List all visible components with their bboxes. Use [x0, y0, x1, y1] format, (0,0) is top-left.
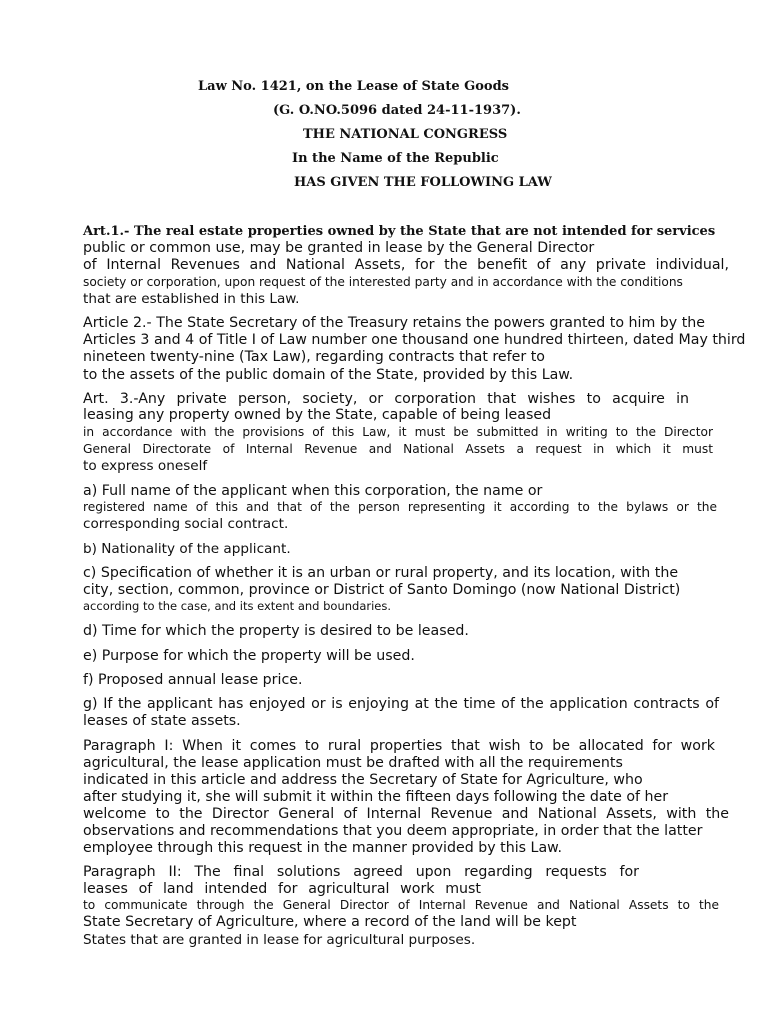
art1-line: society or corporation, upon request of the interested party and in accordance with the conditions: [83, 275, 683, 289]
item-a-line: registered name of this and that of the person representing it according to the bylaws or the: [83, 500, 717, 514]
item-g-line: leases of state assets.: [83, 713, 241, 729]
paragraph-1-line: after studying it, she will submit it within the fifteen days following the date of her: [83, 789, 669, 805]
art3-line: to express oneself: [83, 458, 208, 474]
item-c-line: c) Specification of whether it is an urban or rural property, and its location, with the: [83, 565, 679, 581]
art2-line: Article 2.- The State Secretary of the Treasury retains the powers granted to him by the: [83, 315, 705, 331]
art2-line: to the assets of the public domain of the State, provided by this Law.: [83, 367, 574, 383]
art2-line: nineteen twenty-nine (Tax Law), regarding contracts that refer to: [83, 349, 545, 365]
art1-line: of Internal Revenues and National Assets, for the benefit of any private individual,: [83, 257, 729, 273]
gazette-reference: (G. O.NO.5096 dated 24-11-1937).: [273, 103, 521, 118]
art1-line: public or common use, may be granted in lease by the General Director: [83, 240, 595, 256]
law-title: Law No. 1421, on the Lease of State Goods: [198, 79, 510, 94]
paragraph-1-line: indicated in this article and address the Secretary of State for Agriculture, who: [83, 772, 643, 788]
paragraph-1-line: agricultural, the lease application must be drafted with all the requirements: [83, 755, 623, 771]
art2-line: Articles 3 and 4 of Title I of Law number one thousand one hundred thirteen, dated May third: [83, 332, 746, 348]
item-g-line: g) If the applicant has enjoyed or is enjoying at the time of the application contracts of: [83, 696, 719, 712]
paragraph-2-line: to communicate through the General Director of Internal Revenue and National Assets to the: [83, 898, 719, 912]
art3-line: Art. 3.-Any private person, society, or corporation that wishes to acquire in: [83, 391, 689, 407]
paragraph-2-line: Paragraph II: The final solutions agreed upon regarding requests for: [83, 864, 639, 880]
paragraph-1-line: observations and recommendations that you deem appropriate, in order that the latter: [83, 823, 703, 839]
item-c-line: according to the case, and its extent and boundaries.: [83, 599, 392, 613]
paragraph-2-line: leases of land intended for agricultural work must: [83, 881, 481, 897]
item-e-line: e) Purpose for which the property will be used.: [83, 648, 415, 664]
art1-line: that are established in this Law.: [83, 291, 300, 307]
item-a-line: corresponding social contract.: [83, 516, 289, 532]
congress-heading: THE NATIONAL CONGRESS: [303, 127, 508, 142]
paragraph-1-line: Paragraph I: When it comes to rural properties that wish to be allocated for work: [83, 738, 715, 754]
item-d-line: d) Time for which the property is desired to be leased.: [83, 623, 469, 639]
art3-line: General Directorate of Internal Revenue and National Assets a request in which it must: [83, 442, 713, 456]
paragraph-1-line: welcome to the Director General of Internal Revenue and National Assets, with the: [83, 806, 729, 822]
item-b-line: b) Nationality of the applicant.: [83, 541, 291, 557]
republic-heading: In the Name of the Republic: [292, 151, 499, 166]
item-f-line: f) Proposed annual lease price.: [83, 672, 303, 688]
paragraph-2-line: State Secretary of Agriculture, where a record of the land will be kept: [83, 914, 577, 930]
given-law-heading: HAS GIVEN THE FOLLOWING LAW: [294, 175, 552, 190]
art1-line: Art.1.- The real estate properties owned by the State that are not intended for services: [83, 224, 716, 239]
art3-line: leasing any property owned by the State, capable of being leased: [83, 407, 552, 423]
item-a-line: a) Full name of the applicant when this corporation, the name or: [83, 483, 543, 499]
paragraph-1-line: employee through this request in the manner provided by this Law.: [83, 840, 562, 856]
paragraph-2-line: States that are granted in lease for agricultural purposes.: [83, 932, 476, 948]
item-c-line: city, section, common, province or District of Santo Domingo (now National District): [83, 582, 681, 598]
art3-line: in accordance with the provisions of this Law, it must be submitted in writing to the Director: [83, 425, 713, 439]
